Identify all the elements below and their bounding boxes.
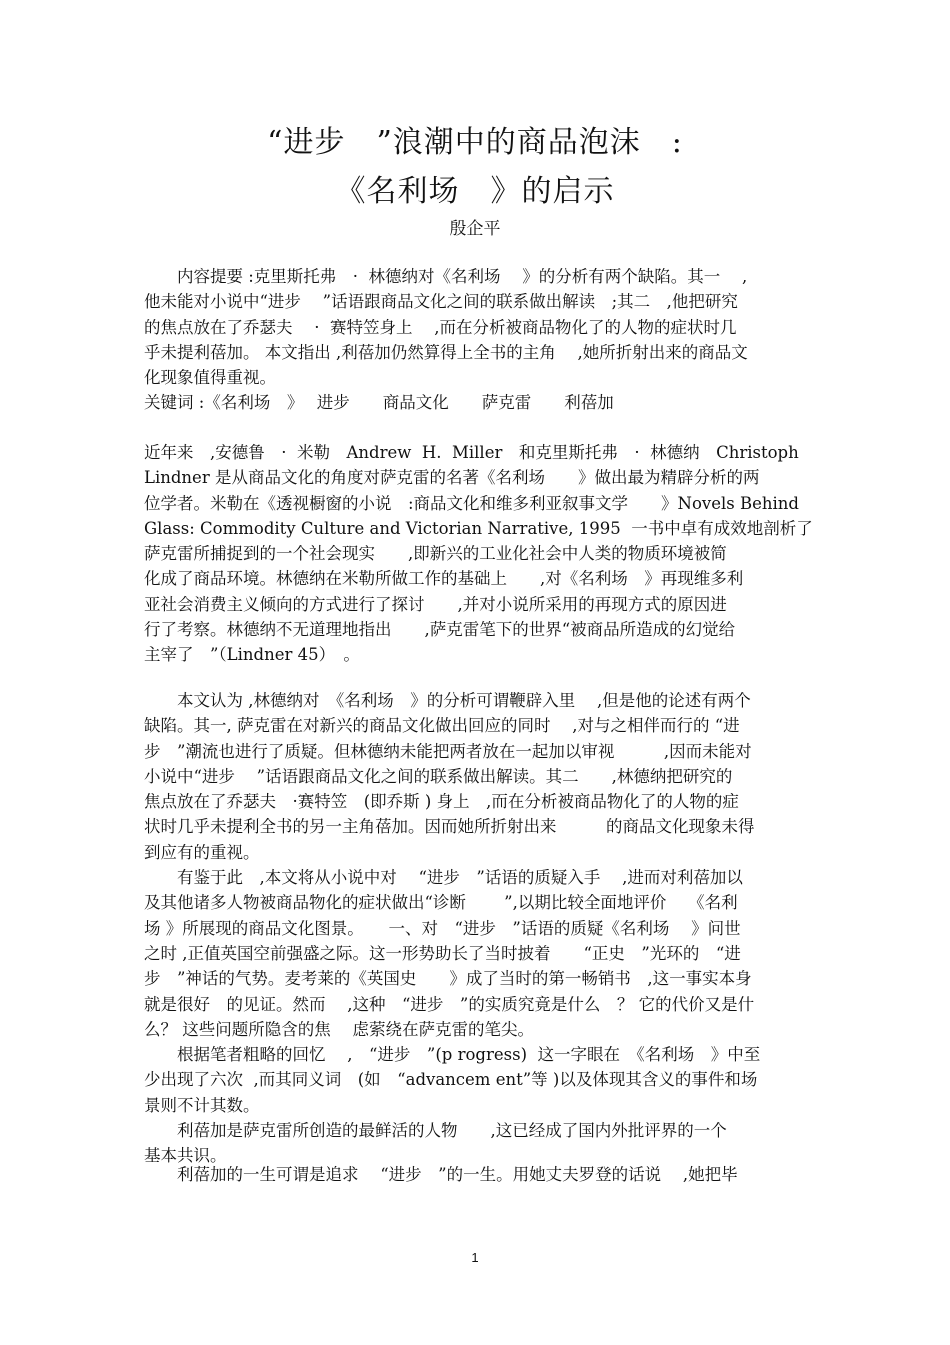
paragraph-line: 么？ 这些问题所隐含的焦 虑萦绕在萨克雷的笔尖。	[144, 1019, 534, 1039]
paragraph-line: 状时几乎未提利全书的另一主角蓓加。因而她所折射出来 的商品文化现象未得	[144, 817, 755, 837]
paragraph-line: 基本共识。	[144, 1146, 227, 1166]
abstract-line: 内容提要 :克里斯托弗 · 林德纳对《名利场 》的分析有两个缺陷。其一 ,	[144, 267, 748, 286]
paragraph-3	[144, 1162, 810, 1187]
page-number: 1	[471, 1250, 479, 1265]
abstract-line: 乎未提利蓓加。 本文指出 ,利蓓加仍然算得上全书的主角 ,她所折射出来的商品文	[144, 342, 748, 362]
abstract-line: 的焦点放在了乔瑟夫 · 赛特笠身上 ,而在分析被商品物化了的人物的症状时几	[144, 317, 737, 337]
paragraph-line: 场 》所展现的商品文化图景。 一、对 “进步 ”话语的质疑《名利场 》问世	[144, 918, 741, 938]
paragraph-line: 近年来 ,安德鲁 · 米勒 Andrew H. Miller 和克里斯托弗 · 林德纳 Christoph	[144, 443, 799, 462]
paragraph-line: 位学者。米勒在《透视橱窗的小说 :商品文化和维多利亚叙事文学 》Novels Behind	[144, 493, 799, 513]
paragraph-line: Lindner 是从商品文化的角度对萨克雷的名著《名利场 》做出最为精辟分析的两	[144, 468, 760, 488]
paragraph-line: 及其他诸多人物被商品物化的症状做出“诊断 ”,以期比较全面地评价 《名利	[144, 893, 738, 913]
paragraph-line: 小说中“进步 ”话语跟商品文化之间的联系做出解读。其二 ,林德纳把研究的	[144, 766, 733, 786]
paragraph-line: 步 ”潮流也进行了质疑。但林德纳未能把两者放在一起加以审视 ,因而未能对	[144, 741, 752, 761]
paragraph-line: 到应有的重视。	[144, 842, 260, 862]
paragraph-line: 缺陷。其一, 萨克雷在对新兴的商品文化做出回应的同时 ,对与之相伴而行的 “进	[144, 716, 740, 736]
paragraph-line: 主宰了 ”（Lindner 45） 。	[144, 645, 360, 665]
paragraph-line: 景则不计其数。	[144, 1095, 260, 1115]
abstract	[144, 264, 810, 416]
title-line-1: “进步 ”浪潮中的商品泡沫 :	[267, 125, 683, 160]
paragraph-line: 之时 ,正值英国空前强盛之际。这一形势助长了当时披着 “正史 ”光环的 “进	[144, 943, 741, 963]
paragraph-line: 少出现了六次 ,而其同义词 (如 “advancem ent”等 )以及体现其含义的事件和场	[144, 1070, 758, 1090]
paragraph-line: 本文认为 ,林德纳对 《名利场 》的分析可谓鞭辟入里 ,但是他的论述有两个	[144, 691, 751, 710]
paragraph-line: 就是很好 的见证。然而 ,这种 “进步 ”的实质究竟是什么 ？ 它的代价又是什	[144, 994, 755, 1014]
title-line-2: 《名利场 》的启示	[335, 174, 615, 209]
abstract-line: 他未能对小说中“进步 ”话语跟商品文化之间的联系做出解读 ;其二 ,他把研究	[144, 292, 738, 312]
paragraph-line: 利蓓加是萨克雷所创造的最鲜活的人物 ,这已经成了国内外批评界的一个	[144, 1121, 727, 1141]
paragraph-line: 亚社会消费主义倾向的方式进行了探讨 ,并对小说所采用的再现方式的原因进	[144, 594, 727, 614]
paragraph-line: 步 ”神话的气势。麦考莱的《英国史 》成了当时的第一畅销书 ,这一事实本身	[144, 969, 752, 989]
paragraph-line: 化成了商品环境。林德纳在米勒所做工作的基础上 ,对《名利场 》再现维多利	[144, 569, 744, 589]
author-name: 殷企平	[449, 219, 501, 239]
paragraph-line: 萨克雷所捕捉到的一个社会现实 ,即新兴的工业化社会中人类的物质环境被简	[144, 544, 727, 564]
abstract-line: 化现象值得重视。	[144, 368, 276, 388]
paragraph-2	[144, 688, 810, 1169]
paragraph-line: 有鉴于此 ,本文将从小说中对 “进步 ”话语的质疑入手 ,进而对利蓓加以	[144, 868, 743, 888]
keywords-label: 关键词 :	[144, 393, 205, 413]
paragraph-line: Glass: Commodity Culture and Victorian Narrative, 1995 一书中卓有成效地剖析了	[144, 518, 813, 538]
keywords: 《名利场 》 进步 商品文化 萨克雷 利蓓加	[204, 393, 614, 413]
paragraph-line: 根据笔者粗略的回忆 , “进步 ”(p rogress) 这一字眼在 《名利场 》中至	[144, 1045, 761, 1065]
keywords-line	[144, 390, 810, 415]
paragraph-1	[144, 440, 813, 668]
paragraph-line: 焦点放在了乔瑟夫 ·赛特笠 (即乔斯 ) 身上 ,而在分析被商品物化了的人物的症	[144, 792, 739, 812]
paragraph-line: 行了考察。林德纳不无道理地指出 ,萨克雷笔下的世界“被商品所造成的幻觉给	[144, 620, 736, 640]
paragraph-line: 利蓓加的一生可谓是追求 “进步 ”的一生。用她丈夫罗登的话说 ,她把毕	[144, 1165, 738, 1184]
